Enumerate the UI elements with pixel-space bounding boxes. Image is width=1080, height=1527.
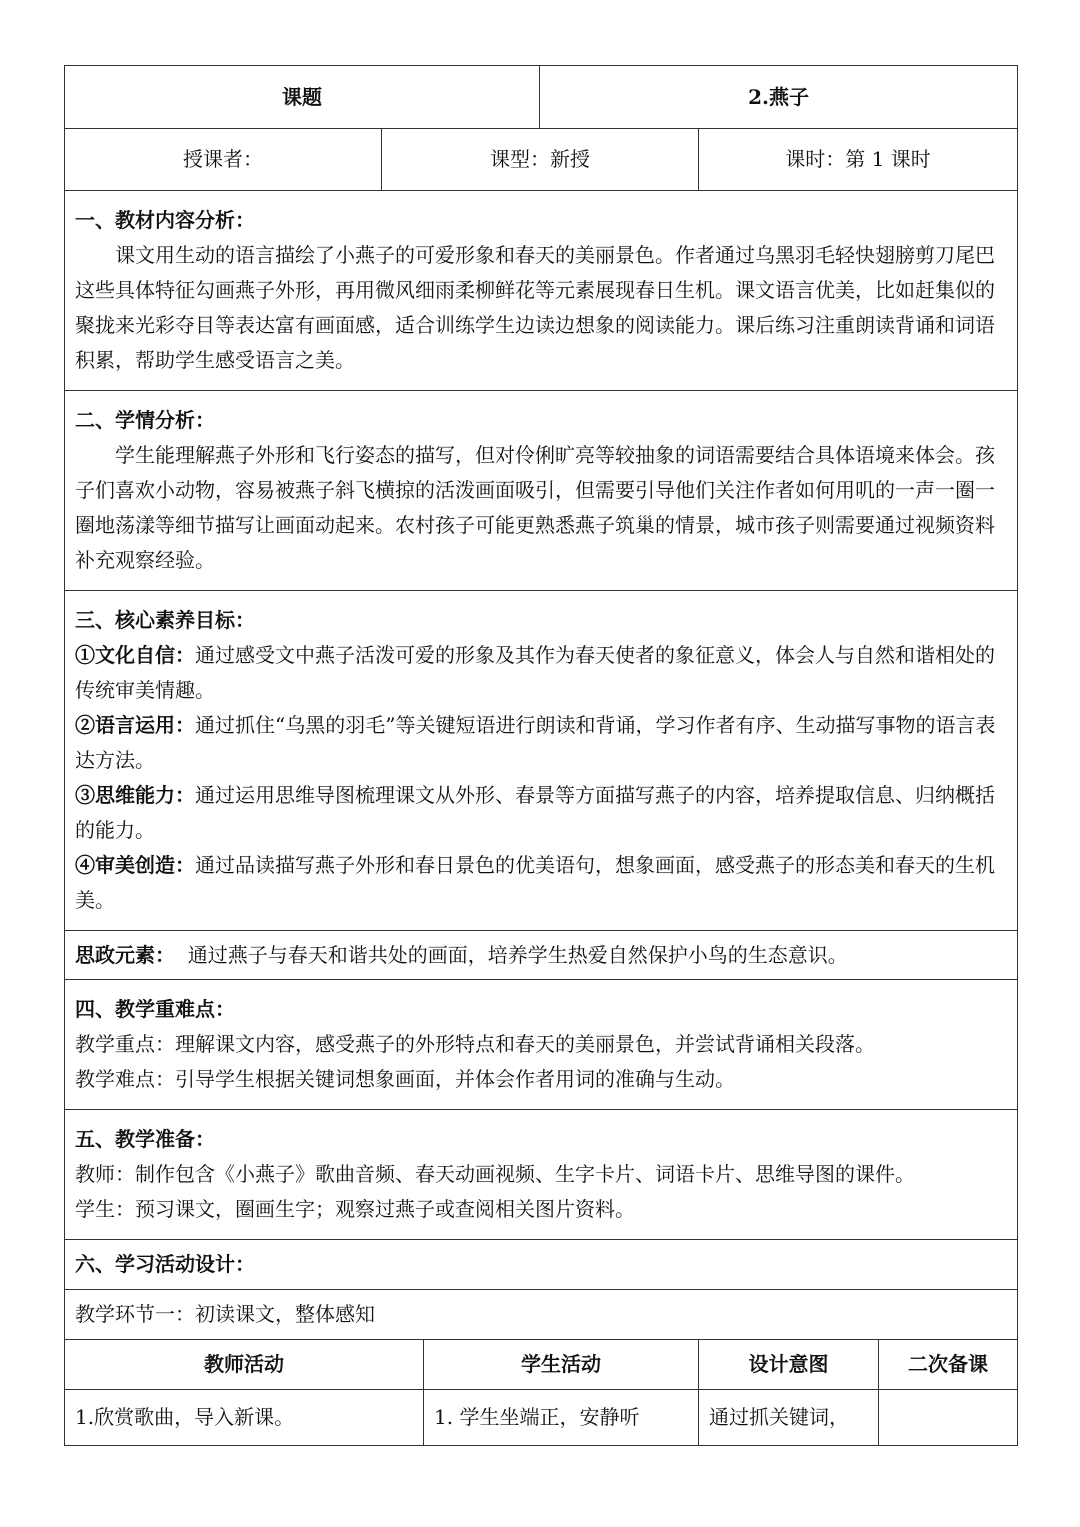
col-design-intent: 设计意图 bbox=[699, 1340, 879, 1390]
section-title: 五、教学准备： bbox=[75, 1127, 215, 1151]
meta-row bbox=[65, 129, 1018, 191]
design-intent-cell: 通过抓关键词， bbox=[699, 1390, 879, 1446]
goal-item bbox=[75, 638, 1007, 708]
goal-text: 通过运用思维导图梳理课文从外形、春景等方面描写燕子的内容，培养提取信息、归纳概括的能力。 bbox=[75, 783, 995, 842]
goal-text: 通过感受文中燕子活泼可爱的形象及其作为春天使者的象征意义，体会人与自然和谐相处的传统审美情趣。 bbox=[75, 643, 995, 702]
section-body: 学生能理解燕子外形和飞行姿态的描写，但对伶俐旷亮等较抽象的词语需要结合具体语境来体会。孩子们喜欢小动物，容易被燕子斜飞横掠的活泼画面吸引，但需要引导他们关注作者如何用叽的一声一圈一圈地荡漾等细节描写让画面动起来。农村孩子可能更熟悉燕子筑巢的情景，城市孩子则需要通过视频资料补充观察经验。 bbox=[75, 443, 995, 572]
section-title: 一、教材内容分析： bbox=[75, 208, 255, 232]
activity-header-row bbox=[65, 1340, 1018, 1390]
section-title: 三、核心素养目标： bbox=[75, 608, 255, 632]
section-key-points bbox=[65, 980, 1018, 1110]
section-title: 二、学情分析： bbox=[75, 408, 215, 432]
topic-label: 课题 bbox=[65, 66, 540, 129]
goal-item bbox=[75, 778, 1007, 848]
prep-student: 学生：预习课文，圈画生字；观察过燕子或查阅相关图片资料。 bbox=[75, 1197, 635, 1221]
teacher-activity-cell: 1.欣赏歌曲，导入新课。 bbox=[65, 1390, 424, 1446]
topic-row bbox=[65, 66, 1018, 129]
key-difficulty: 教学难点：引导学生根据关键词想象画面，并体会作者用词的准确与生动。 bbox=[75, 1067, 735, 1091]
section-body: 课文用生动的语言描绘了小燕子的可爱形象和春天的美丽景色。作者通过乌黑羽毛轻快翅膀剪刀尾巴这些具体特征勾画燕子外形，再用微风细雨柔柳鲜花等元素展现春日生机。课文语言优美，比如赶集似的聚拢来光彩夺目等表达富有画面感，适合训练学生边读边想象的阅读能力。课后练习注重朗读背诵和词语积累，帮助学生感受语言之美。 bbox=[75, 243, 995, 372]
col-teacher-activity: 教师活动 bbox=[65, 1340, 424, 1390]
goal-label: ③思维能力： bbox=[75, 783, 195, 807]
section-activity-design bbox=[65, 1240, 1018, 1290]
goal-item bbox=[75, 848, 1007, 918]
section-material-analysis bbox=[65, 191, 1018, 391]
teacher-label: 授课者： bbox=[65, 129, 382, 191]
goal-label: ④审美创造： bbox=[75, 853, 195, 877]
step-title: 教学环节一：初读课文，整体感知 bbox=[75, 1302, 375, 1326]
prep-teacher: 教师：制作包含《小燕子》歌曲音频、春天动画视频、生字卡片、词语卡片、思维导图的课件。 bbox=[75, 1162, 915, 1186]
key-focus: 教学重点：理解课文内容，感受燕子的外形特点和春天的美丽景色，并尝试背诵相关段落。 bbox=[75, 1032, 875, 1056]
goal-label: ①文化自信： bbox=[75, 643, 195, 667]
student-activity-cell: 1. 学生坐端正，安静听 bbox=[424, 1390, 699, 1446]
second-prep-cell bbox=[879, 1390, 1018, 1446]
goal-item bbox=[75, 708, 1007, 778]
section-core-goals bbox=[65, 591, 1018, 931]
activity-row bbox=[65, 1390, 1018, 1446]
col-second-prep: 二次备课 bbox=[879, 1340, 1018, 1390]
goal-text: 通过抓住“乌黑的羽毛”等关键短语进行朗读和背诵，学习作者有序、生动描写事物的语言表达方法。 bbox=[75, 713, 996, 772]
lesson-period: 课时：第 1 课时 bbox=[699, 129, 1018, 191]
lesson-type: 课型：新授 bbox=[382, 129, 699, 191]
topic-value: 2.燕子 bbox=[540, 66, 1018, 129]
goal-text: 通过品读描写燕子外形和春日景色的优美语句，想象画面，感受燕子的形态美和春天的生机美。 bbox=[75, 853, 995, 912]
section-student-analysis bbox=[65, 391, 1018, 591]
ideology-text: 通过燕子与春天和谐共处的画面，培养学生热爱自然保护小鸟的生态意识。 bbox=[187, 942, 848, 967]
col-student-activity: 学生活动 bbox=[424, 1340, 699, 1390]
section-preparation bbox=[65, 1110, 1018, 1240]
ideology-label: 思政元素： bbox=[75, 942, 175, 967]
section-title: 四、教学重难点： bbox=[75, 997, 235, 1021]
step-row bbox=[65, 1290, 1018, 1340]
section-title: 六、学习活动设计： bbox=[75, 1252, 255, 1276]
goal-label: ②语言运用： bbox=[75, 713, 195, 737]
section-ideology bbox=[65, 931, 1018, 980]
lesson-plan-table bbox=[64, 65, 1018, 1446]
